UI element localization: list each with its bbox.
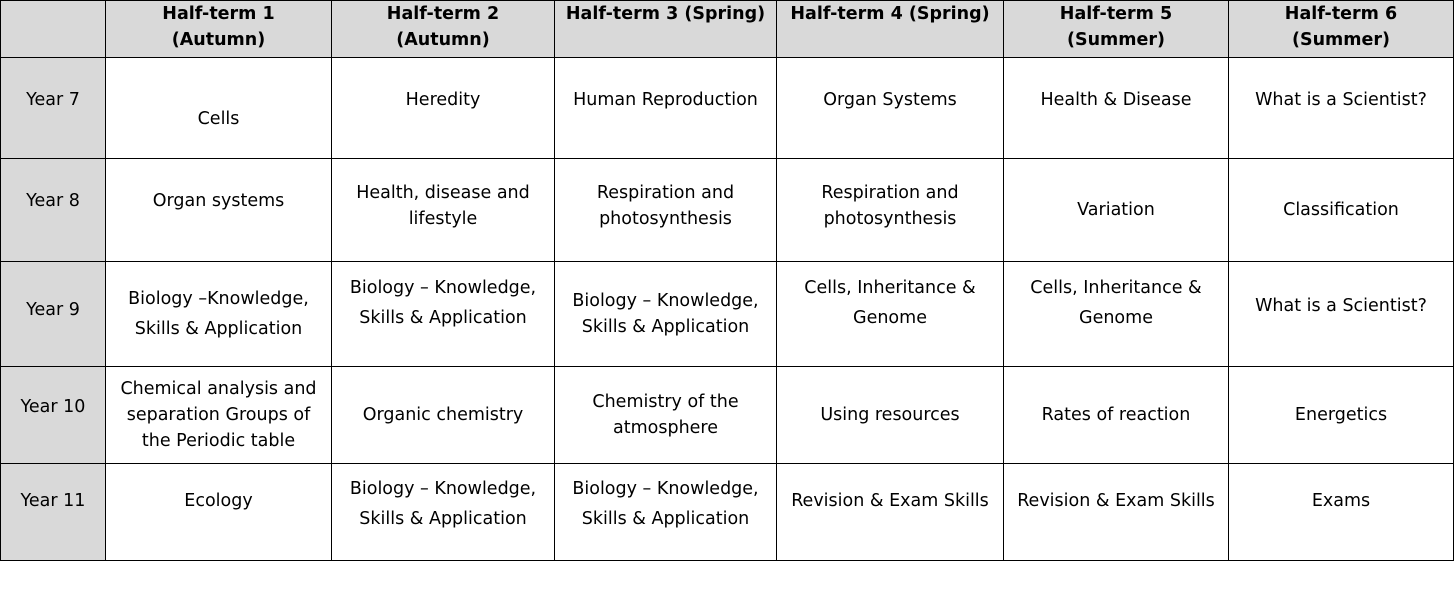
year-label: Year 10 (1, 367, 106, 464)
year-label: Year 11 (1, 464, 106, 561)
table-cell: Biology –Knowledge, Skills & Application (106, 262, 332, 367)
header-half-term-1: Half-term 1 (Autumn) (106, 1, 332, 58)
table-cell: Cells, Inheritance & Genome (777, 262, 1004, 367)
table-cell: Respiration and photosynthesis (777, 159, 1004, 262)
table-row (1, 262, 1454, 367)
table-cell: Human Reproduction (555, 58, 777, 159)
header-half-term-5: Half-term 5 (Summer) (1004, 1, 1229, 58)
table-cell: What is a Scientist? (1229, 262, 1454, 367)
table-cell: Biology – Knowledge, Skills & Application (332, 262, 555, 367)
table-cell: Revision & Exam Skills (777, 464, 1004, 561)
year-label: Year 7 (1, 58, 106, 159)
table-cell: Cells, Inheritance & Genome (1004, 262, 1229, 367)
header-half-term-3: Half-term 3 (Spring) (555, 1, 777, 58)
year-label: Year 8 (1, 159, 106, 262)
table-cell: Biology – Knowledge, Skills & Application (555, 464, 777, 561)
header-half-term-2: Half-term 2 (Autumn) (332, 1, 555, 58)
table-cell: Ecology (106, 464, 332, 561)
table-cell: Organ Systems (777, 58, 1004, 159)
table-cell: Chemical analysis and separation Groups of the Periodic table (106, 367, 332, 464)
table-cell: What is a Scientist? (1229, 58, 1454, 159)
corner-header-cell (1, 1, 106, 58)
header-half-term-6: Half-term 6 (Summer) (1229, 1, 1454, 58)
table-cell: Classification (1229, 159, 1454, 262)
table-cell: Energetics (1229, 367, 1454, 464)
table-row (1, 159, 1454, 262)
header-half-term-4: Half-term 4 (Spring) (777, 1, 1004, 58)
table-cell: Rates of reaction (1004, 367, 1229, 464)
table-row (1, 58, 1454, 159)
table-row (1, 367, 1454, 464)
table-cell: Revision & Exam Skills (1004, 464, 1229, 561)
table-cell: Health & Disease (1004, 58, 1229, 159)
table-cell: Chemistry of the atmosphere (555, 367, 777, 464)
header-row (1, 1, 1454, 58)
table-cell: Using resources (777, 367, 1004, 464)
table-cell: Variation (1004, 159, 1229, 262)
table-cell: Health, disease and lifestyle (332, 159, 555, 262)
table-cell: Biology – Knowledge, Skills & Application (555, 262, 777, 367)
table-cell: Organic chemistry (332, 367, 555, 464)
table-cell: Respiration and photosynthesis (555, 159, 777, 262)
table-cell: Heredity (332, 58, 555, 159)
table-cell: Biology – Knowledge, Skills & Application (332, 464, 555, 561)
table-cell: Exams (1229, 464, 1454, 561)
year-label: Year 9 (1, 262, 106, 367)
table-row (1, 464, 1454, 561)
table-cell: Cells (106, 58, 332, 159)
table-cell: Organ systems (106, 159, 332, 262)
